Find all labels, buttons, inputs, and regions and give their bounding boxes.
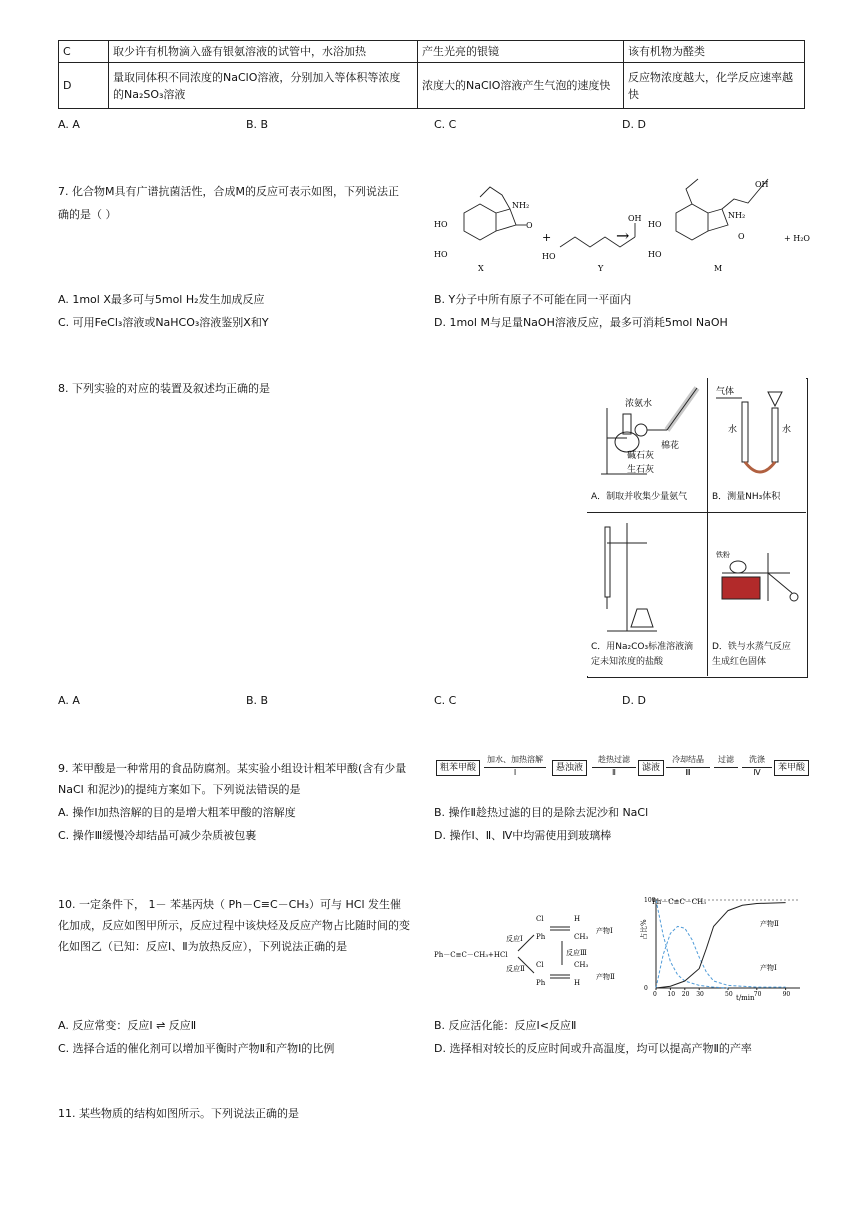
label-oh: OH — [628, 214, 642, 223]
x-tick-label: 70 — [753, 991, 762, 998]
flow-step-number: Ⅱ — [612, 768, 616, 777]
flow-step-number: Ⅲ — [685, 768, 691, 777]
panel-d — [708, 513, 806, 676]
flow-step — [742, 755, 772, 778]
label-soda-lime: 碱石灰 — [627, 451, 655, 461]
label-nh2: NH₂ — [512, 201, 530, 210]
label-ho: HO — [648, 250, 662, 259]
panel-b — [708, 378, 806, 513]
label-o: O — [738, 232, 745, 241]
operation-line: 量取同体积不同浓度的NaClO溶液，分别加入等体积等浓度 — [113, 70, 401, 84]
iron-steam-apparatus-figure — [708, 513, 806, 637]
table-row — [59, 41, 805, 63]
label-nh2: NH₂ — [728, 211, 746, 220]
label-iron-powder: 铁粉 — [716, 551, 730, 559]
series-label: Ph－C≡C－CH₃ — [652, 898, 707, 906]
reactant-label: Ph－C≡C－CH₃+HCl — [434, 951, 508, 959]
label-quicklime: 生石灰 — [627, 465, 655, 475]
atom-h: H — [574, 915, 581, 923]
conclusion-line: 反应物浓度越大，化学反应速率越 — [628, 70, 793, 84]
molecule-x-label: X — [478, 264, 484, 273]
flow-box: 粗苯甲酸 — [436, 760, 480, 776]
label-conc-ammonia: 浓氨水 — [625, 399, 653, 409]
panel-d-caption: D．铁与水蒸气反应 — [712, 642, 791, 652]
label-ho: HO — [542, 252, 556, 261]
molecule-y-label: Y — [598, 264, 604, 273]
atom-cl: Cl — [536, 915, 544, 923]
x-tick-label: 0 — [653, 991, 657, 998]
q7-reaction-figure — [430, 175, 825, 280]
flow-box: 苯甲酸 — [774, 760, 809, 776]
operation-line: 的Na₂SO₃溶液 — [113, 87, 186, 101]
flow-step — [592, 755, 636, 778]
label-water: 水 — [782, 425, 792, 435]
q9-option-c[interactable]: C. 操作Ⅲ缓慢冷却结晶可减少杂质被包裹 — [58, 829, 257, 842]
x-tick-label: 90 — [782, 991, 791, 998]
gas-volume-apparatus-figure — [708, 378, 806, 486]
table-row — [59, 63, 805, 109]
x-tick-label: 10 — [667, 991, 676, 998]
y-tick-label: 100 — [644, 897, 656, 904]
q7-stem: 7. 化合物M具有广谱抗菌活性，合成M的反应可表示如图，下列说法正 — [58, 185, 399, 198]
y-tick-label: 0 — [644, 985, 648, 992]
x-tick-label: 20 — [681, 991, 690, 998]
operation-cell: 取少许有机物滴入盛有银氨溶液的试管中，水浴加热 — [109, 41, 418, 63]
q10-option-a[interactable]: A. 反应常变：反应Ⅰ ⇌ 反应Ⅱ — [58, 1019, 197, 1032]
atom-ch3: CH₃ — [574, 933, 589, 941]
label-ho: HO — [648, 220, 662, 229]
flow-arrow — [714, 767, 738, 768]
panel-a-caption: A．制取并收集少量氨气 — [591, 492, 688, 502]
flow-step — [484, 755, 546, 778]
plus-sign: + — [542, 231, 552, 244]
q8-choice-a[interactable]: A. A — [58, 694, 80, 707]
x-tick-label: 50 — [725, 991, 733, 998]
choice-b[interactable]: B. B — [246, 118, 269, 131]
atom-ph: Ph — [536, 979, 546, 987]
q9-stem: NaCl 和泥沙)的提纯方案如下。下列说法错误的是 — [58, 783, 301, 796]
q11-stem: 11. 某些物质的结构如图所示。下列说法正确的是 — [58, 1107, 299, 1120]
reaction-iii-label: 反应Ⅲ — [566, 949, 587, 957]
q8-choice-d[interactable]: D. D — [622, 694, 646, 707]
q9-option-b[interactable]: B. 操作Ⅱ趁热过滤的目的是除去泥沙和 NaCl — [434, 806, 649, 819]
flow-step-number: Ⅰ — [513, 768, 517, 777]
flow-step — [666, 755, 710, 778]
row-label: D — [59, 63, 109, 109]
q7-option-b[interactable]: B. Y分子中所有原子不可能在同一平面内 — [434, 293, 632, 306]
y-axis-label: 占比% — [640, 919, 648, 940]
q10-option-d[interactable]: D. 选择相对较长的反应时间或升高温度，均可以提高产物Ⅱ的产率 — [434, 1042, 752, 1055]
series-line — [656, 903, 786, 988]
composition-vs-time-chart — [640, 890, 810, 1002]
panel-d-caption: 生成红色固体 — [712, 657, 767, 667]
panel-a — [587, 378, 708, 513]
conclusion-cell — [624, 63, 805, 109]
label-cotton: 棉花 — [661, 441, 680, 451]
atom-ph: Ph — [536, 933, 546, 941]
label-oh: OH — [755, 180, 769, 189]
reaction-i-label: 反应Ⅰ — [506, 935, 523, 943]
flow-box: 滤液 — [638, 760, 664, 776]
flow-step-number: Ⅳ — [753, 768, 761, 777]
panel-b-caption: B．测量NH₃体积 — [712, 492, 781, 502]
q8-stem: 8. 下列实验的对应的装置及叙述均正确的是 — [58, 382, 270, 395]
q9-option-a[interactable]: A. 操作Ⅰ加热溶解的目的是增大粗苯甲酸的溶解度 — [58, 806, 296, 819]
flow-step-label: 加水、加热溶解 — [487, 755, 543, 764]
series-label: 产物Ⅱ — [760, 920, 779, 928]
choice-a[interactable]: A. A — [58, 118, 80, 131]
flow-step — [714, 755, 738, 768]
label-o: O — [526, 221, 533, 230]
conclusion-line: 快 — [628, 87, 639, 101]
x-tick-label: 30 — [696, 991, 704, 998]
panel-c-caption: 定未知浓度的盐酸 — [591, 657, 664, 667]
series-line — [656, 926, 786, 988]
flow-step-label: 冷却结晶 — [672, 755, 704, 764]
conclusion-cell: 该有机物为醛类 — [624, 41, 805, 63]
phenomenon-cell: 浓度大的NaClO溶液产生气泡的速度快 — [418, 63, 624, 109]
q9-stem: 9. 苯甲酸是一种常用的食品防腐剂。某实验小组设计粗苯甲酸(含有少量 — [58, 762, 407, 775]
label-gas: 气体 — [716, 387, 735, 397]
product-ii-label: 产物Ⅱ — [596, 973, 615, 981]
q7-option-c[interactable]: C. 可用FeCl₃溶液或NaHCO₃溶液鉴别X和Y — [58, 316, 269, 329]
flow-step-label: 趁热过滤 — [598, 755, 630, 764]
label-ho: HO — [434, 250, 448, 259]
q8-choice-c[interactable]: C. C — [434, 694, 457, 707]
q7-stem: 确的是（ ） — [58, 208, 117, 221]
panel-c — [587, 513, 708, 676]
reaction-arrow: → — [616, 226, 630, 245]
label-water: 水 — [728, 425, 738, 435]
reaction-ii-label: 反应Ⅱ — [506, 965, 525, 973]
molecule-m-label: M — [714, 264, 723, 273]
x-axis-label: t/min — [736, 994, 755, 1002]
product-i-label: 产物Ⅰ — [596, 927, 613, 935]
flow-step-label: 过滤 — [718, 755, 734, 764]
ammonia-apparatus-figure — [587, 378, 707, 486]
choice-d[interactable]: D. D — [622, 118, 646, 131]
q9-option-d[interactable]: D. 操作Ⅰ、Ⅱ、Ⅳ中均需使用到玻璃棒 — [434, 829, 612, 842]
q10-stem: 化加成，反应如图甲所示，反应过程中该炔烃及反应产物占比随时间的变 — [58, 919, 410, 932]
panel-c-caption: C．用Na₂CO₃标准溶液滴 — [591, 642, 694, 652]
label-ho: HO — [434, 220, 448, 229]
row-label: C — [59, 41, 109, 63]
flow-step-label: 洗涤 — [749, 755, 765, 764]
reaction-scheme-figure — [432, 905, 637, 990]
choice-c[interactable]: C. C — [434, 118, 457, 131]
plot-area — [644, 897, 800, 998]
titration-apparatus-figure — [587, 513, 707, 637]
series-label: 产物Ⅰ — [760, 964, 777, 972]
water-byproduct: + H₂O — [784, 234, 810, 243]
molecule-x — [464, 187, 526, 240]
q10-option-b[interactable]: B. 反应活化能：反应Ⅰ<反应Ⅱ — [434, 1019, 577, 1032]
flow-box: 悬浊液 — [552, 760, 587, 776]
q10-stem: 化如图乙（已知：反应Ⅰ、Ⅱ为放热反应），下列说法正确的是 — [58, 940, 348, 953]
q7-option-a[interactable]: A. 1mol X最多可与5mol H₂发生加成反应 — [58, 293, 265, 306]
atom-cl: Cl — [536, 961, 544, 969]
q10-option-c[interactable]: C. 选择合适的催化剂可以增加平衡时产物Ⅱ和产物Ⅰ的比例 — [58, 1042, 335, 1055]
atom-h: H — [574, 979, 581, 987]
q10-stem: 10. 一定条件下， 1－ 苯基丙炔（ Ph－C≡C－CH₃）可与 HCl 发生催 — [58, 898, 402, 911]
phenomenon-cell: 产生光亮的银镜 — [418, 41, 624, 63]
q7-option-d[interactable]: D. 1mol M与足量NaOH溶液反应，最多可消耗5mol NaOH — [434, 316, 728, 329]
atom-ch3: CH₃ — [574, 961, 589, 969]
q8-choice-b[interactable]: B. B — [246, 694, 269, 707]
answer-table — [58, 40, 805, 109]
operation-cell — [109, 63, 418, 109]
